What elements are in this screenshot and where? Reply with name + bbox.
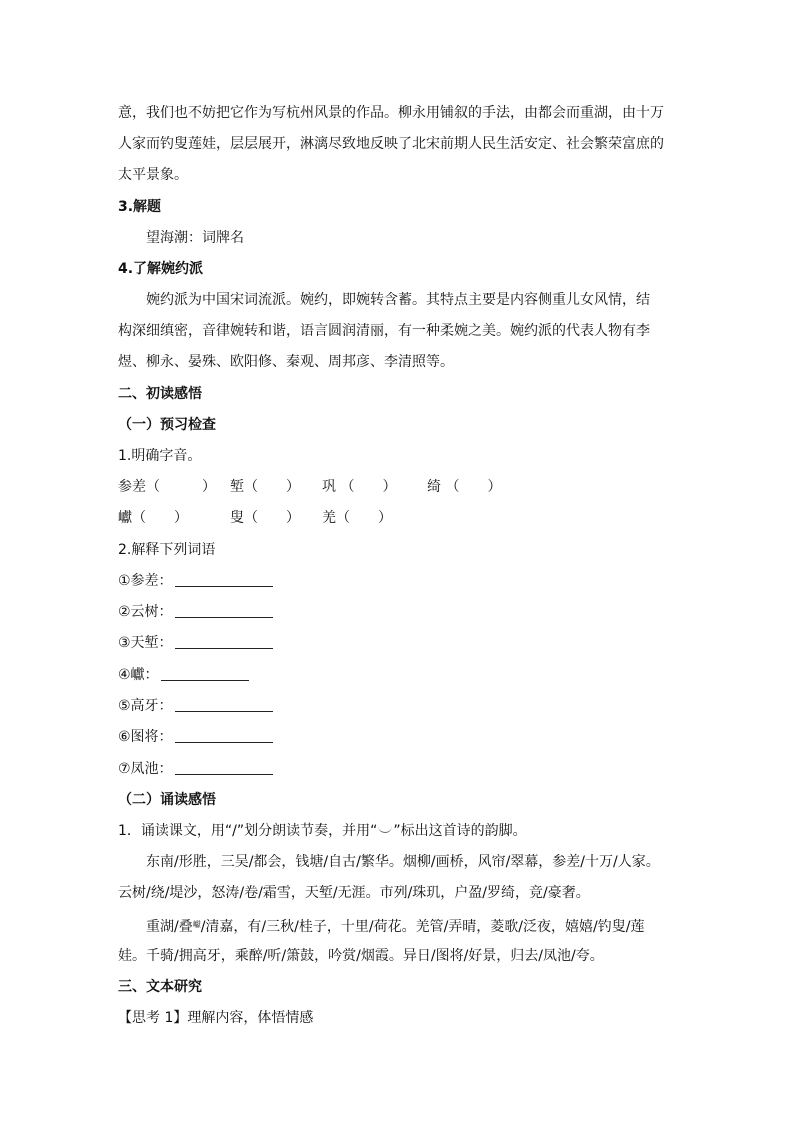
term-item: ⑥图将： xyxy=(118,728,273,746)
term-item: ③天堑： xyxy=(118,634,273,652)
poem-line-3: 重湖/叠$^巘$/清嘉，有/三秋/桂子，十里/荷花。羌管/弄晴，菱歌/泛夜，嬉嬉/钓叟/莲 xyxy=(146,919,645,935)
section-4-line-2: 构深细缜密，音律婉转和谐，语言圆润清丽，有一种柔婉之美。婉约派的代表人物有李 xyxy=(118,323,650,339)
term-item: ⑦凤池： xyxy=(118,760,273,778)
poem-line-4: 娃。千骑/拥高牙，乘醉/听/箫鼓，吟赏/烟霞。异日/图将/好景，归去/凤池/夸。 xyxy=(118,948,604,964)
recitation-instruction: 1．诵读课文，用“/”划分朗读节奏，并用“ ”标出这首诗的韵脚。 xyxy=(118,823,527,839)
answer-blank[interactable] xyxy=(175,697,273,712)
section-3-text: 望海潮：词牌名 xyxy=(146,230,244,246)
explain-terms-question: 2.解释下列词语 xyxy=(118,542,216,558)
poem-line-2: 云树/绕/堤沙，怒涛/卷/霜雪，天堑/无涯。市列/珠玑，户盈/罗绮，竞/豪奢。 xyxy=(118,885,590,901)
pronunciation-item: 绮 （ ） xyxy=(427,479,502,495)
answer-blank[interactable] xyxy=(175,728,273,743)
rhyme-mark-icon xyxy=(378,826,392,833)
pronunciation-item: 叟（ ） xyxy=(230,510,300,526)
term-item: ⑤高牙： xyxy=(118,697,273,715)
part-3-heading: 三、文本研究 xyxy=(118,979,202,995)
small-char: 巘 xyxy=(192,920,201,929)
pronunciation-question: 1.明确字音。 xyxy=(118,448,202,464)
intro-line-1: 意，我们也不妨把它作为写杭州风景的作品。柳永用铺叙的手法，由都会而重湖，由十万 xyxy=(118,105,664,121)
section-4-line-3: 煜、柳永、晏殊、欧阳修、秦观、周邦彦、李清照等。 xyxy=(118,354,454,370)
section-4-heading: 4.了解婉约派 xyxy=(118,261,204,277)
term-item: ②云树： xyxy=(118,603,273,621)
think-1-prompt: 【思考 1】理解内容，体悟情感 xyxy=(118,1010,314,1026)
pronunciation-item: 巩 （ ） xyxy=(322,479,397,495)
answer-blank[interactable] xyxy=(161,666,249,681)
preview-check-heading: （一）预习检查 xyxy=(118,417,216,433)
section-3-heading: 3.解题 xyxy=(118,199,162,215)
poem-line-1: 东南/形胜，三吴/都会，钱塘/自古/繁华。烟柳/画桥，风帘/翠幕，参差/十万/人家。 xyxy=(146,854,660,870)
term-item: ④巘： xyxy=(118,666,249,684)
answer-blank[interactable] xyxy=(175,572,273,587)
section-4-line-1: 婉约派为中国宋词流派。婉约，即婉转含蓄。其特点主要是内容侧重儿女风情，结 xyxy=(146,292,650,308)
answer-blank[interactable] xyxy=(175,634,273,649)
intro-line-2: 人家而钓叟莲娃，层层展开，淋漓尽致地反映了北宋前期人民生活安定、社会繁荣富庶的 xyxy=(118,136,664,152)
recitation-heading: （二）诵读感悟 xyxy=(118,792,216,808)
pronunciation-row-2 xyxy=(118,509,392,527)
pronunciation-item: 参差（ ） xyxy=(118,479,216,495)
answer-blank[interactable] xyxy=(175,603,273,618)
term-item: ①参差： xyxy=(118,572,273,590)
pronunciation-item: 巘（ ） xyxy=(118,510,188,526)
pronunciation-row-1 xyxy=(118,478,502,496)
answer-blank[interactable] xyxy=(175,760,273,775)
pronunciation-item: 堑（ ） xyxy=(230,479,300,495)
part-2-heading: 二、初读感悟 xyxy=(118,386,202,402)
intro-line-3: 太平景象。 xyxy=(118,167,188,183)
pronunciation-item: 羌（ ） xyxy=(322,510,392,526)
